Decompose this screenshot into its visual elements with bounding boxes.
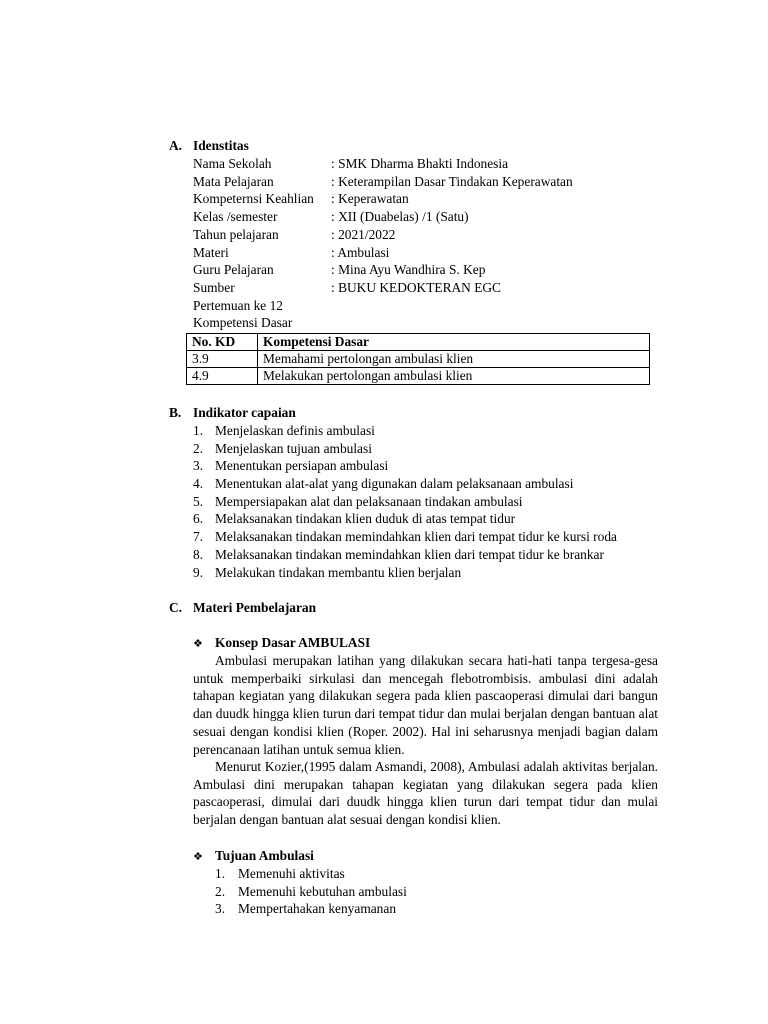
list-text: Menjelaskan tujuan ambulasi: [215, 440, 372, 456]
info-row: [193, 261, 653, 279]
list-number: 2.: [193, 440, 204, 456]
list-number: 2.: [215, 883, 226, 899]
info-row: [193, 226, 653, 244]
list-text: Menentukan persiapan ambulasi: [215, 458, 389, 474]
list-text: Menentukan alat-alat yang digunakan dalam pelaksanaan ambulasi: [215, 476, 574, 492]
info-label: Materi: [193, 244, 229, 260]
list-text: Memenuhi kebutuhan ambulasi: [238, 883, 407, 899]
table-header-cell: Kompetensi Dasar: [258, 334, 650, 351]
info-label: Kompeternsi Keahlian: [193, 191, 314, 207]
list-text: Mempertahakan kenyamanan: [238, 901, 397, 917]
section-a-letter: A.: [169, 138, 183, 153]
meeting-number: Pertemuan ke 12: [193, 297, 283, 313]
list-text: Memenuhi aktivitas: [238, 866, 345, 881]
section-b-letter: B.: [169, 405, 182, 420]
table-cell: Melakukan pertolongan ambulasi klien: [258, 368, 650, 385]
list-item: [193, 564, 663, 582]
konsep-paragraph-1: Ambulasi merupakan latihan yang dilakukan secara hati-hati tanpa tergesa-gesa untuk memperbaiki sirkulasi dan mencegah flebotrombisis. ambulasi dini adalah tahapan kegiatan yang dilakukan segera pada klien pascaoperasi dimulai dari bangun dan duudk hingga klien turun dari tempat tidur dan mulai berjalan dengan bantuan alat sesuai dengan kondisi klien (Roper. 2002). Hal ini seharusnya menjadi bagian dalam perencanaan latihan untuk semua klien.: [193, 653, 658, 757]
info-row: [193, 244, 653, 262]
tujuan-heading-text: Tujuan Ambulasi: [215, 848, 314, 863]
info-label: Kelas /semester: [193, 209, 278, 225]
list-item: [193, 493, 663, 511]
kd-label: Kompetensi Dasar: [193, 315, 293, 331]
list-number: 1.: [215, 866, 226, 881]
table-cell: Memahami pertolongan ambulasi klien: [258, 351, 650, 368]
section-c-title: Materi Pembelajaran: [193, 600, 317, 615]
info-label: Sumber: [193, 279, 235, 295]
konsep-heading: [193, 634, 370, 653]
table-cell: 3.9: [187, 351, 258, 368]
list-item: [193, 422, 663, 440]
info-row: [193, 173, 653, 191]
tujuan-heading: [193, 847, 314, 866]
table-header-row: [187, 334, 650, 351]
list-number: 8.: [193, 546, 204, 562]
info-label: Nama Sekolah: [193, 156, 272, 171]
info-value: : Keterampilan Dasar Tindakan Keperawatan: [331, 173, 573, 189]
info-value: : BUKU KEDOKTERAN EGC: [331, 279, 501, 295]
tujuan-list: [215, 865, 655, 918]
list-item: [215, 865, 655, 883]
list-number: 3.: [193, 458, 204, 474]
list-text: Mempersiapakan alat dan pelaksanaan tindakan ambulasi: [215, 493, 523, 509]
list-item: [193, 528, 663, 546]
info-value: : 2021/2022: [331, 226, 396, 242]
list-item: [193, 546, 663, 564]
list-number: 1.: [193, 423, 204, 438]
konsep-paragraph-2: Menurut Kozier,(1995 dalam Asmandi, 2008), Ambulasi adalah aktivitas berjalan. Ambulasi dini merupakan tahapan kegiatan yang dilakukan segera pada klien pascaoperasi, dimulai dari duudk hingga klien turun dari tempat tidur dan mulai berjalan dengan bantuan alat sesuai dengan kondisi klien.: [193, 759, 658, 828]
info-value: : SMK Dharma Bhakti Indonesia: [331, 156, 509, 171]
list-item: [193, 475, 663, 493]
section-a-title: Idenstitas: [193, 138, 249, 153]
list-text: Melaksanakan tindakan memindahkan klien dari tempat tidur ke brankar: [215, 546, 604, 562]
list-item: [215, 883, 655, 901]
list-text: Melaksanakan tindakan memindahkan klien dari tempat tidur ke kursi roda: [215, 529, 617, 545]
list-item: [215, 900, 655, 918]
info-value: : XII (Duabelas) /1 (Satu): [331, 209, 469, 225]
list-item: [193, 510, 663, 528]
list-number: 7.: [193, 529, 204, 545]
info-value: : Mina Ayu Wandhira S. Kep: [331, 262, 486, 278]
list-number: 4.: [193, 476, 204, 492]
list-item: [193, 440, 663, 458]
info-row: [193, 155, 653, 173]
table-row: [187, 368, 650, 385]
table-header-cell: No. KD: [187, 334, 258, 351]
diamond-bullet-icon: ❖: [193, 637, 203, 650]
info-label: Mata Pelajaran: [193, 173, 274, 189]
konsep-heading-text: Konsep Dasar AMBULASI: [215, 635, 371, 650]
info-row: [193, 279, 653, 297]
list-number: 6.: [193, 511, 204, 527]
info-label: Guru Pelajaran: [193, 262, 274, 278]
kompetensi-table: [186, 333, 650, 385]
section-c-letter: C.: [169, 600, 183, 615]
table-row: [187, 351, 650, 368]
list-number: 3.: [215, 901, 226, 917]
list-item: [193, 457, 663, 475]
list-number: 9.: [193, 564, 204, 580]
list-number: 5.: [193, 493, 204, 509]
list-text: Melakukan tindakan membantu klien berjalan: [215, 564, 462, 580]
list-text: Menjelaskan definis ambulasi: [215, 423, 375, 438]
info-value: : Keperawatan: [331, 191, 409, 207]
info-label: Tahun pelajaran: [193, 226, 279, 242]
info-row: [193, 190, 653, 208]
info-value: : Ambulasi: [331, 244, 390, 260]
indicator-list: [193, 422, 663, 581]
list-text: Melaksanakan tindakan klien duduk di atas tempat tidur: [215, 511, 516, 527]
info-row: [193, 208, 653, 226]
table-cell: 4.9: [187, 368, 258, 385]
section-b-title: Indikator capaian: [193, 405, 296, 420]
diamond-bullet-icon: ❖: [193, 850, 203, 863]
